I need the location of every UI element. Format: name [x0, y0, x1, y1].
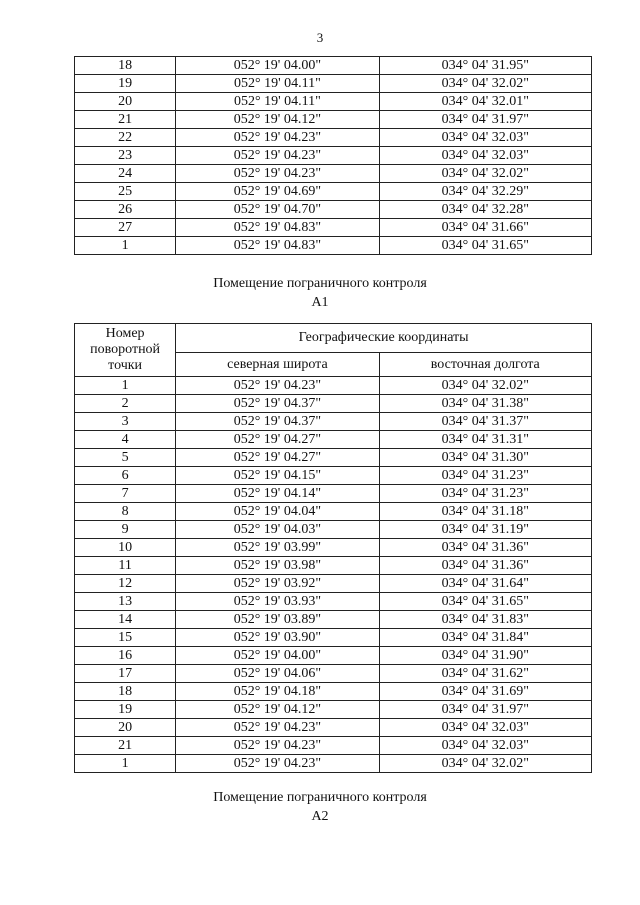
cell-latitude: 052° 19' 04.03" — [176, 521, 379, 539]
header-geo-coordinates: Географические координаты — [176, 324, 592, 353]
cell-longitude: 034° 04' 31.30" — [379, 449, 591, 467]
caption-code: А1 — [311, 295, 329, 310]
caption-a1 — [0, 274, 640, 312]
cell-latitude: 052° 19' 04.23" — [176, 129, 379, 147]
cell-longitude: 034° 04' 31.38" — [379, 395, 591, 413]
cell-point-number: 5 — [75, 449, 176, 467]
table-row — [75, 647, 592, 665]
cell-latitude: 052° 19' 04.11" — [176, 75, 379, 93]
cell-latitude: 052° 19' 04.70" — [176, 201, 379, 219]
cell-latitude: 052° 19' 04.18" — [176, 683, 379, 701]
cell-point-number: 14 — [75, 611, 176, 629]
cell-point-number: 1 — [75, 237, 176, 255]
cell-longitude: 034° 04' 31.65" — [379, 593, 591, 611]
cell-point-number: 2 — [75, 395, 176, 413]
caption-title: Помещение пограничного контроля — [213, 276, 427, 291]
cell-latitude: 052° 19' 04.37" — [176, 395, 379, 413]
table-body — [75, 57, 592, 255]
table-row — [75, 201, 592, 219]
cell-longitude: 034° 04' 32.02" — [379, 75, 591, 93]
table-row — [75, 629, 592, 647]
cell-longitude: 034° 04' 32.03" — [379, 147, 591, 165]
table-row — [75, 719, 592, 737]
table-row — [75, 147, 592, 165]
cell-longitude: 034° 04' 31.31" — [379, 431, 591, 449]
cell-longitude: 034° 04' 32.02" — [379, 755, 591, 773]
cell-longitude: 034° 04' 32.01" — [379, 93, 591, 111]
cell-longitude: 034° 04' 32.03" — [379, 719, 591, 737]
cell-latitude: 052° 19' 04.37" — [176, 413, 379, 431]
cell-point-number: 12 — [75, 575, 176, 593]
table-row — [75, 237, 592, 255]
caption-code: А2 — [311, 809, 329, 824]
table-row — [75, 449, 592, 467]
cell-latitude: 052° 19' 03.99" — [176, 539, 379, 557]
table-body — [75, 377, 592, 773]
cell-longitude: 034° 04' 31.65" — [379, 237, 591, 255]
cell-latitude: 052° 19' 04.15" — [176, 467, 379, 485]
cell-point-number: 9 — [75, 521, 176, 539]
cell-latitude: 052° 19' 04.23" — [176, 719, 379, 737]
table-row — [75, 183, 592, 201]
table-row — [75, 503, 592, 521]
cell-longitude: 034° 04' 31.36" — [379, 557, 591, 575]
header-north-latitude: северная широта — [176, 353, 379, 377]
table-row — [75, 413, 592, 431]
cell-longitude: 034° 04' 31.83" — [379, 611, 591, 629]
cell-point-number: 20 — [75, 719, 176, 737]
table-row — [75, 93, 592, 111]
cell-longitude: 034° 04' 31.66" — [379, 219, 591, 237]
cell-latitude: 052° 19' 03.98" — [176, 557, 379, 575]
table-header — [75, 324, 592, 377]
cell-point-number: 18 — [75, 57, 176, 75]
cell-longitude: 034° 04' 31.64" — [379, 575, 591, 593]
cell-point-number: 17 — [75, 665, 176, 683]
table-row — [75, 377, 592, 395]
cell-latitude: 052° 19' 04.23" — [176, 737, 379, 755]
table-row — [75, 521, 592, 539]
cell-point-number: 8 — [75, 503, 176, 521]
cell-point-number: 24 — [75, 165, 176, 183]
table-row — [75, 395, 592, 413]
cell-latitude: 052° 19' 04.06" — [176, 665, 379, 683]
page-number: 3 — [316, 30, 324, 45]
table-row — [75, 593, 592, 611]
cell-latitude: 052° 19' 03.93" — [176, 593, 379, 611]
cell-point-number: 13 — [75, 593, 176, 611]
cell-latitude: 052° 19' 04.83" — [176, 219, 379, 237]
header-east-longitude: восточная долгота — [379, 353, 591, 377]
cell-longitude: 034° 04' 31.36" — [379, 539, 591, 557]
cell-point-number: 22 — [75, 129, 176, 147]
cell-longitude: 034° 04' 31.19" — [379, 521, 591, 539]
table-row — [75, 575, 592, 593]
table-row — [75, 57, 592, 75]
cell-latitude: 052° 19' 04.04" — [176, 503, 379, 521]
cell-point-number: 19 — [75, 75, 176, 93]
table-row — [75, 755, 592, 773]
table-row — [75, 611, 592, 629]
table-row — [75, 165, 592, 183]
cell-point-number: 1 — [75, 377, 176, 395]
cell-point-number: 25 — [75, 183, 176, 201]
cell-latitude: 052° 19' 04.83" — [176, 237, 379, 255]
cell-longitude: 034° 04' 32.03" — [379, 737, 591, 755]
caption-title: Помещение пограничного контроля — [213, 790, 427, 805]
cell-longitude: 034° 04' 32.03" — [379, 129, 591, 147]
cell-point-number: 23 — [75, 147, 176, 165]
table-row — [75, 467, 592, 485]
cell-longitude: 034° 04' 32.02" — [379, 165, 591, 183]
cell-point-number: 6 — [75, 467, 176, 485]
cell-point-number: 1 — [75, 755, 176, 773]
cell-longitude: 034° 04' 31.84" — [379, 629, 591, 647]
cell-latitude: 052° 19' 04.00" — [176, 647, 379, 665]
caption-a2 — [0, 788, 640, 826]
cell-latitude: 052° 19' 03.89" — [176, 611, 379, 629]
cell-point-number: 19 — [75, 701, 176, 719]
table-row — [75, 539, 592, 557]
cell-point-number: 20 — [75, 93, 176, 111]
coordinates-table-a1 — [74, 323, 592, 773]
cell-longitude: 034° 04' 31.18" — [379, 503, 591, 521]
cell-latitude: 052° 19' 04.11" — [176, 93, 379, 111]
cell-point-number: 16 — [75, 647, 176, 665]
cell-point-number: 15 — [75, 629, 176, 647]
header-point-number: Номер поворотной точки — [75, 324, 176, 377]
cell-latitude: 052° 19' 04.12" — [176, 701, 379, 719]
table-row — [75, 701, 592, 719]
table-row — [75, 129, 592, 147]
table-row — [75, 737, 592, 755]
cell-point-number: 18 — [75, 683, 176, 701]
cell-point-number: 3 — [75, 413, 176, 431]
cell-point-number: 4 — [75, 431, 176, 449]
table-row — [75, 219, 592, 237]
cell-latitude: 052° 19' 04.27" — [176, 449, 379, 467]
cell-latitude: 052° 19' 04.23" — [176, 377, 379, 395]
cell-longitude: 034° 04' 31.37" — [379, 413, 591, 431]
cell-point-number: 10 — [75, 539, 176, 557]
table-row — [75, 683, 592, 701]
cell-longitude: 034° 04' 31.23" — [379, 467, 591, 485]
cell-longitude: 034° 04' 31.23" — [379, 485, 591, 503]
cell-latitude: 052° 19' 04.27" — [176, 431, 379, 449]
cell-point-number: 7 — [75, 485, 176, 503]
cell-point-number: 21 — [75, 111, 176, 129]
cell-point-number: 21 — [75, 737, 176, 755]
cell-longitude: 034° 04' 32.28" — [379, 201, 591, 219]
cell-longitude: 034° 04' 32.29" — [379, 183, 591, 201]
table-row — [75, 665, 592, 683]
cell-longitude: 034° 04' 31.95" — [379, 57, 591, 75]
table-row — [75, 111, 592, 129]
cell-latitude: 052° 19' 04.23" — [176, 165, 379, 183]
cell-point-number: 27 — [75, 219, 176, 237]
table-row — [75, 75, 592, 93]
table-row — [75, 557, 592, 575]
cell-latitude: 052° 19' 04.00" — [176, 57, 379, 75]
cell-latitude: 052° 19' 04.12" — [176, 111, 379, 129]
cell-longitude: 034° 04' 31.90" — [379, 647, 591, 665]
cell-point-number: 26 — [75, 201, 176, 219]
cell-latitude: 052° 19' 03.90" — [176, 629, 379, 647]
cell-longitude: 034° 04' 31.97" — [379, 701, 591, 719]
table-row — [75, 485, 592, 503]
table-row — [75, 431, 592, 449]
cell-longitude: 034° 04' 31.62" — [379, 665, 591, 683]
coordinates-table-continued — [74, 56, 592, 255]
cell-latitude: 052° 19' 04.14" — [176, 485, 379, 503]
cell-latitude: 052° 19' 04.23" — [176, 147, 379, 165]
cell-longitude: 034° 04' 31.69" — [379, 683, 591, 701]
cell-point-number: 11 — [75, 557, 176, 575]
cell-latitude: 052° 19' 03.92" — [176, 575, 379, 593]
cell-longitude: 034° 04' 31.97" — [379, 111, 591, 129]
cell-longitude: 034° 04' 32.02" — [379, 377, 591, 395]
cell-latitude: 052° 19' 04.69" — [176, 183, 379, 201]
cell-latitude: 052° 19' 04.23" — [176, 755, 379, 773]
